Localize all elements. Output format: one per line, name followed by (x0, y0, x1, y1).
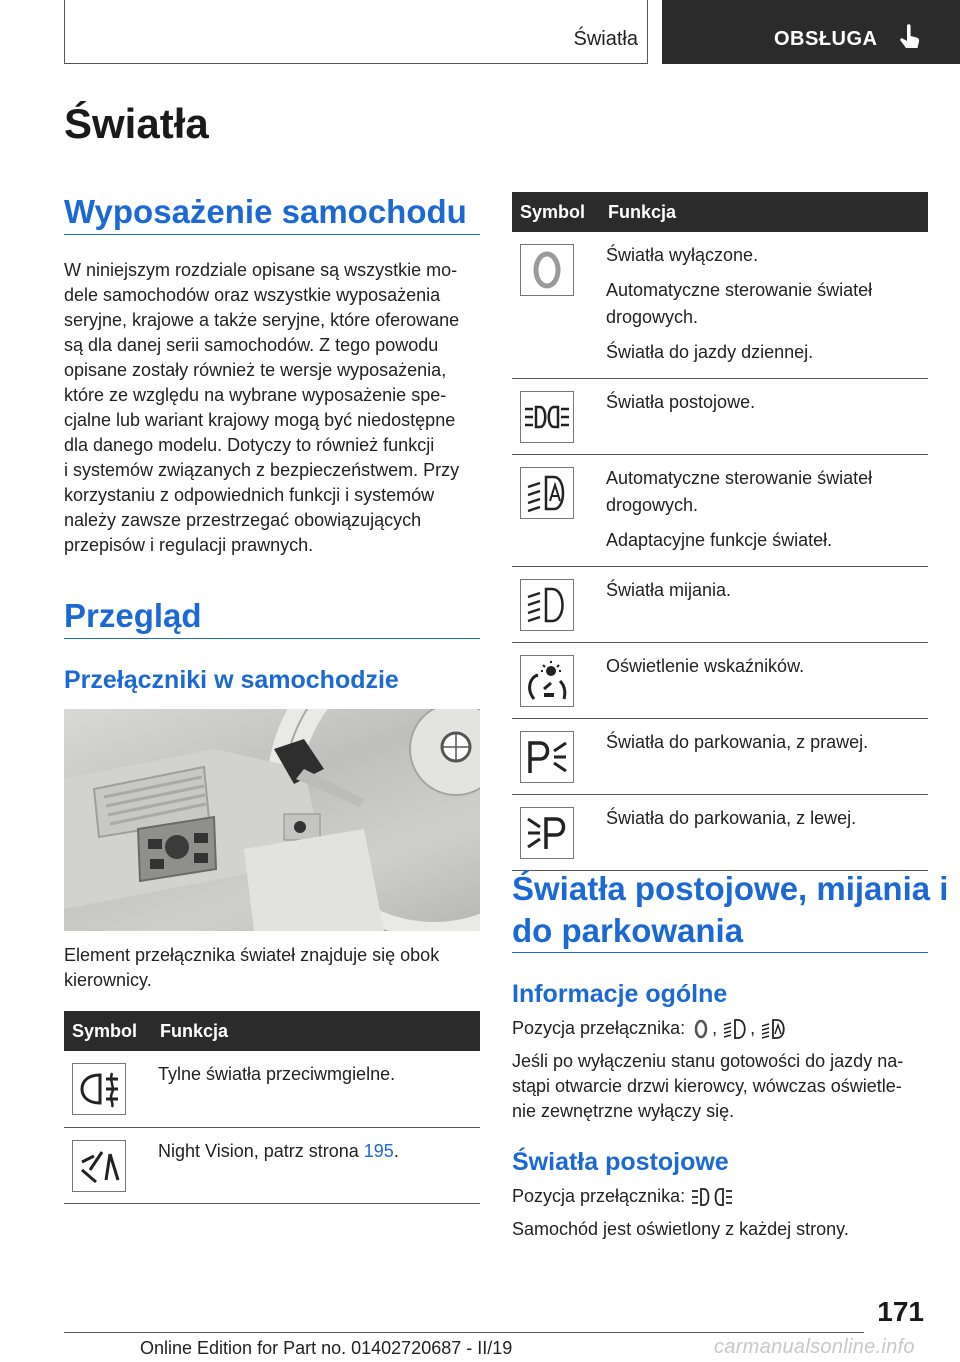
table-row (512, 719, 928, 795)
table-row (512, 643, 928, 719)
function-text: Automatyczne sterowanie świateł drogowych. (606, 468, 873, 515)
function-text: Światła do parkowania, z lewej. (606, 808, 857, 828)
parking-lights-icon (690, 1185, 734, 1209)
switches-heading: Przełączniki w samochodzie (64, 666, 399, 694)
rear-fog-light-icon (72, 1063, 126, 1115)
separator: , (750, 1018, 756, 1038)
equipment-heading: Wyposażenie samochodu (64, 193, 467, 230)
lights-heading-rule (512, 952, 928, 953)
general-text: Jeśli po wyłączeniu stanu gotowości do jazdy na- stąpi otwarcie drzwi kierowcy, wówczas oświetle- nie zewnętrzne wyłączy się. (512, 1051, 904, 1121)
parking-heading: Światła postojowe (512, 1148, 729, 1176)
lights-off-icon (690, 1017, 712, 1041)
function-text: Oświetlenie wskaźników. (606, 656, 805, 676)
parking-lights-icon (520, 391, 574, 443)
separator: , (712, 1018, 718, 1038)
page-title: Światła (64, 100, 209, 147)
parking-light-left-icon (520, 807, 574, 859)
switch-position-label: Pozycja przełącznika: (512, 1186, 686, 1206)
page-link-195[interactable]: 195 (363, 1140, 394, 1161)
cockpit-illustration (64, 709, 480, 931)
steering-column-photo (64, 709, 480, 931)
footer-edition: Online Edition for Part no. 01402720687 - II/19 (140, 1338, 513, 1358)
column-header-function: Funkcja (152, 1011, 480, 1051)
header-section-label: OBSŁUGA (774, 28, 878, 50)
table-row (512, 232, 928, 379)
table-row (64, 1127, 480, 1203)
parking-light-right-icon (520, 731, 574, 783)
header-section-tab[interactable] (662, 0, 960, 64)
table-row (512, 795, 928, 871)
table-header-row (512, 192, 928, 232)
parking-text: Samochód jest oświetlony z każdej strony. (512, 1219, 849, 1239)
equipment-text: W niniejszym rozdziale opisane są wszystkie mo- dele samochodów oraz wszystkie wyposażenia seryjne, krajowe a także seryjne, które oferowane są dla danej serii samochodów. Z tego powodu opisane zostały również te wersje wyposażenia, które ze względu na wybrane wyposażenie spe- cjalne lub wariant krajowy mogą być niedostępne dla danego modelu. Dotyczy to również funkcji i systemów związanych z bezpieczeństwem. Przy korzystaniu z odpowiednich funkcji i systemów należy zawsze przestrzegać obowiązujących przepisów i regulacji prawnych. (64, 260, 460, 555)
night-vision-icon (72, 1140, 126, 1192)
function-text: Światła postojowe. (606, 392, 756, 412)
function-text: Światła do parkowania, z prawej. (606, 732, 869, 752)
header-chapter-box (64, 0, 648, 64)
page-number: 171 (877, 1296, 924, 1327)
column-header-function: Funkcja (600, 192, 928, 232)
function-text: Tylne światła przeciwmgielne. (158, 1064, 396, 1084)
overview-heading: Przegląd (64, 597, 202, 634)
table-row (64, 1051, 480, 1127)
equipment-heading-rule (64, 234, 480, 235)
table-row (512, 455, 928, 567)
switch-position-label: Pozycja przełącznika: (512, 1018, 686, 1038)
instrument-lighting-icon (520, 655, 574, 707)
table-row (512, 567, 928, 643)
switch-position-line (512, 1016, 932, 1041)
column-header-symbol: Symbol (512, 192, 600, 232)
low-beam-icon (722, 1017, 750, 1041)
function-text: Automatyczne sterowanie świateł drogowych. (606, 280, 873, 327)
photo-caption: Element przełącznika świateł znajduje się obok kierownicy. (64, 945, 440, 990)
table-header-row (64, 1011, 480, 1051)
low-beam-icon (520, 579, 574, 631)
left-symbol-table (64, 1011, 480, 1204)
table-row (512, 379, 928, 455)
function-text: Światła do jazdy dziennej. (606, 342, 814, 362)
auto-headlight-icon (520, 467, 574, 519)
header-chapter-title: Światła (573, 28, 638, 50)
pointing-hand-icon (898, 24, 922, 52)
right-symbol-table (512, 192, 928, 871)
general-heading: Informacje ogólne (512, 980, 728, 1008)
footer-rule (64, 1332, 864, 1333)
lights-heading: Światła postojowe, mijania i do parkowania (512, 870, 949, 949)
function-text: Światła mijania. (606, 580, 732, 600)
function-text-suffix: . (393, 1140, 399, 1161)
parking-switch-position-line (512, 1184, 932, 1209)
overview-heading-rule (64, 638, 480, 639)
column-header-symbol: Symbol (64, 1011, 152, 1051)
function-text: Adaptacyjne funkcje świateł. (606, 530, 833, 550)
footer-watermark: carmanualsonline.info (714, 1336, 915, 1358)
function-text: Światła wyłączone. (606, 245, 759, 265)
lights-off-icon (520, 244, 574, 296)
auto-headlight-icon (760, 1017, 788, 1041)
function-text: Night Vision, patrz strona (158, 1140, 364, 1161)
